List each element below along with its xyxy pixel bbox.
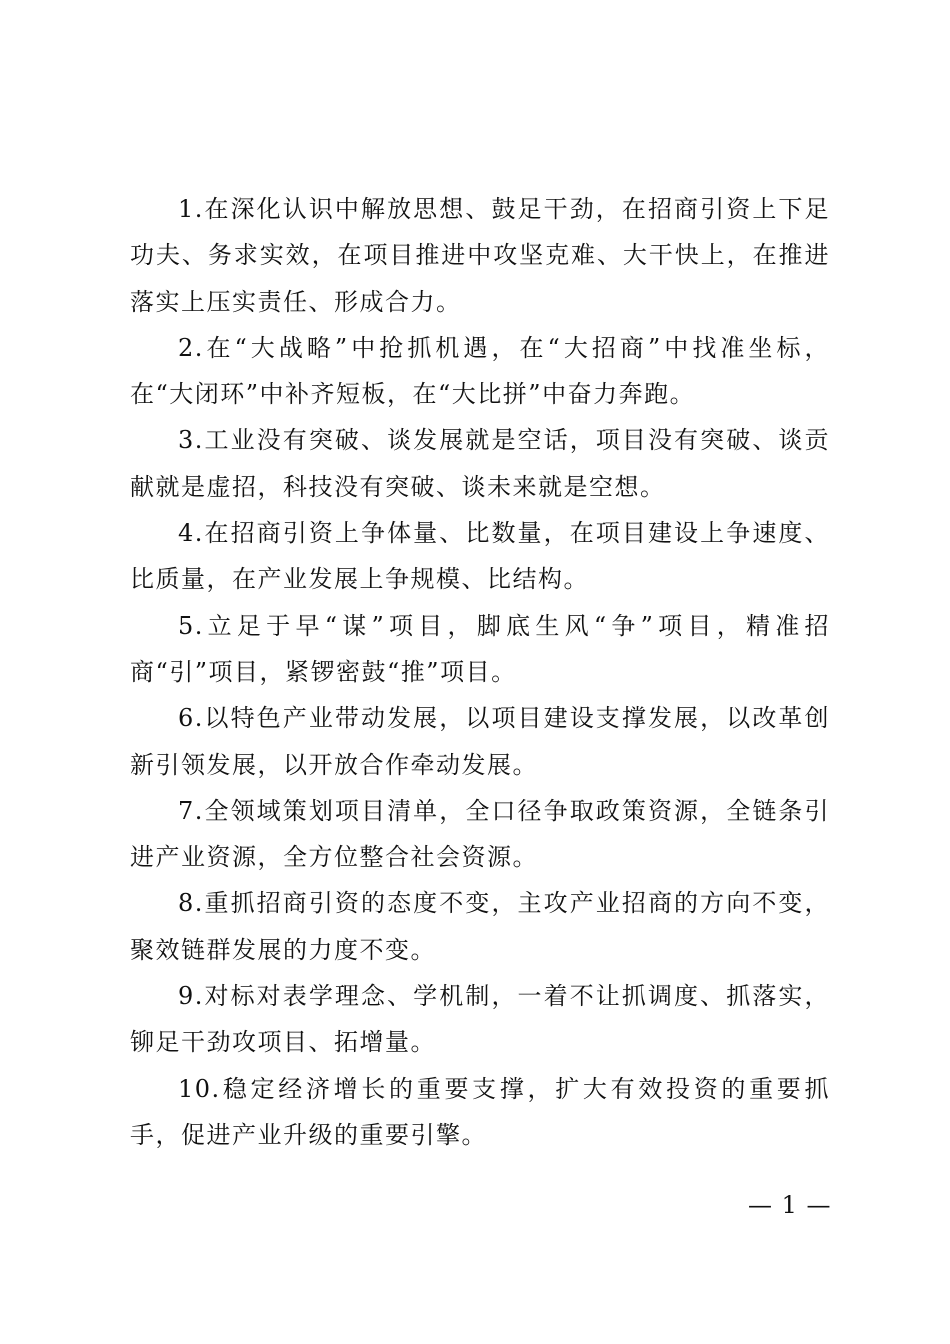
paragraph-4: 4.在招商引资上争体量、比数量，在项目建设上争速度、比质量，在产业发展上争规模、比结构。 [130,519,830,594]
paragraph-7: 7.全领域策划项目清单，全口径争取政策资源，全链条引进产业资源，全方位整合社会资源。 [130,796,830,872]
paragraph-1: 1.在深化认识中解放思想、鼓足干劲，在招商引资上下足功夫、务求实效，在项目推进中攻坚克难、大干快上，在推进落实上压实责任、形成合力。 [130,195,830,316]
paragraph-2: 2.在“大战略”中抢抓机遇，在“大招商”中找准坐标，在“大闭环”中补齐短板，在“大比拼”中奋力奔跑。 [130,333,830,409]
paragraph-5: 5.立足于早“谋”项目，脚底生风“争”项目，精准招商“引”项目，紧锣密鼓“推”项目。 [130,611,830,686]
paragraph-6: 6.以特色产业带动发展，以项目建设支撑发展，以改革创新引领发展，以开放合作牵动发展。 [130,704,830,779]
paragraph-8: 8.重抓招商引资的态度不变，主攻产业招商的方向不变，聚效链群发展的力度不变。 [130,889,830,964]
paragraph-3: 3.工业没有突破、谈发展就是空话，项目没有突破、谈贡献就是虚招，科技没有突破、谈未来就是空想。 [130,426,830,501]
paragraph-10: 10.稳定经济增长的重要支撑，扩大有效投资的重要抓手，促进产业升级的重要引擎。 [130,1074,830,1149]
paragraph-9: 9.对标对表学理念、学机制，一着不让抓调度、抓落实，铆足干劲攻项目、拓增量。 [130,982,830,1057]
page-number: — 1 — [748,1191,832,1219]
document-body [130,186,830,1158]
